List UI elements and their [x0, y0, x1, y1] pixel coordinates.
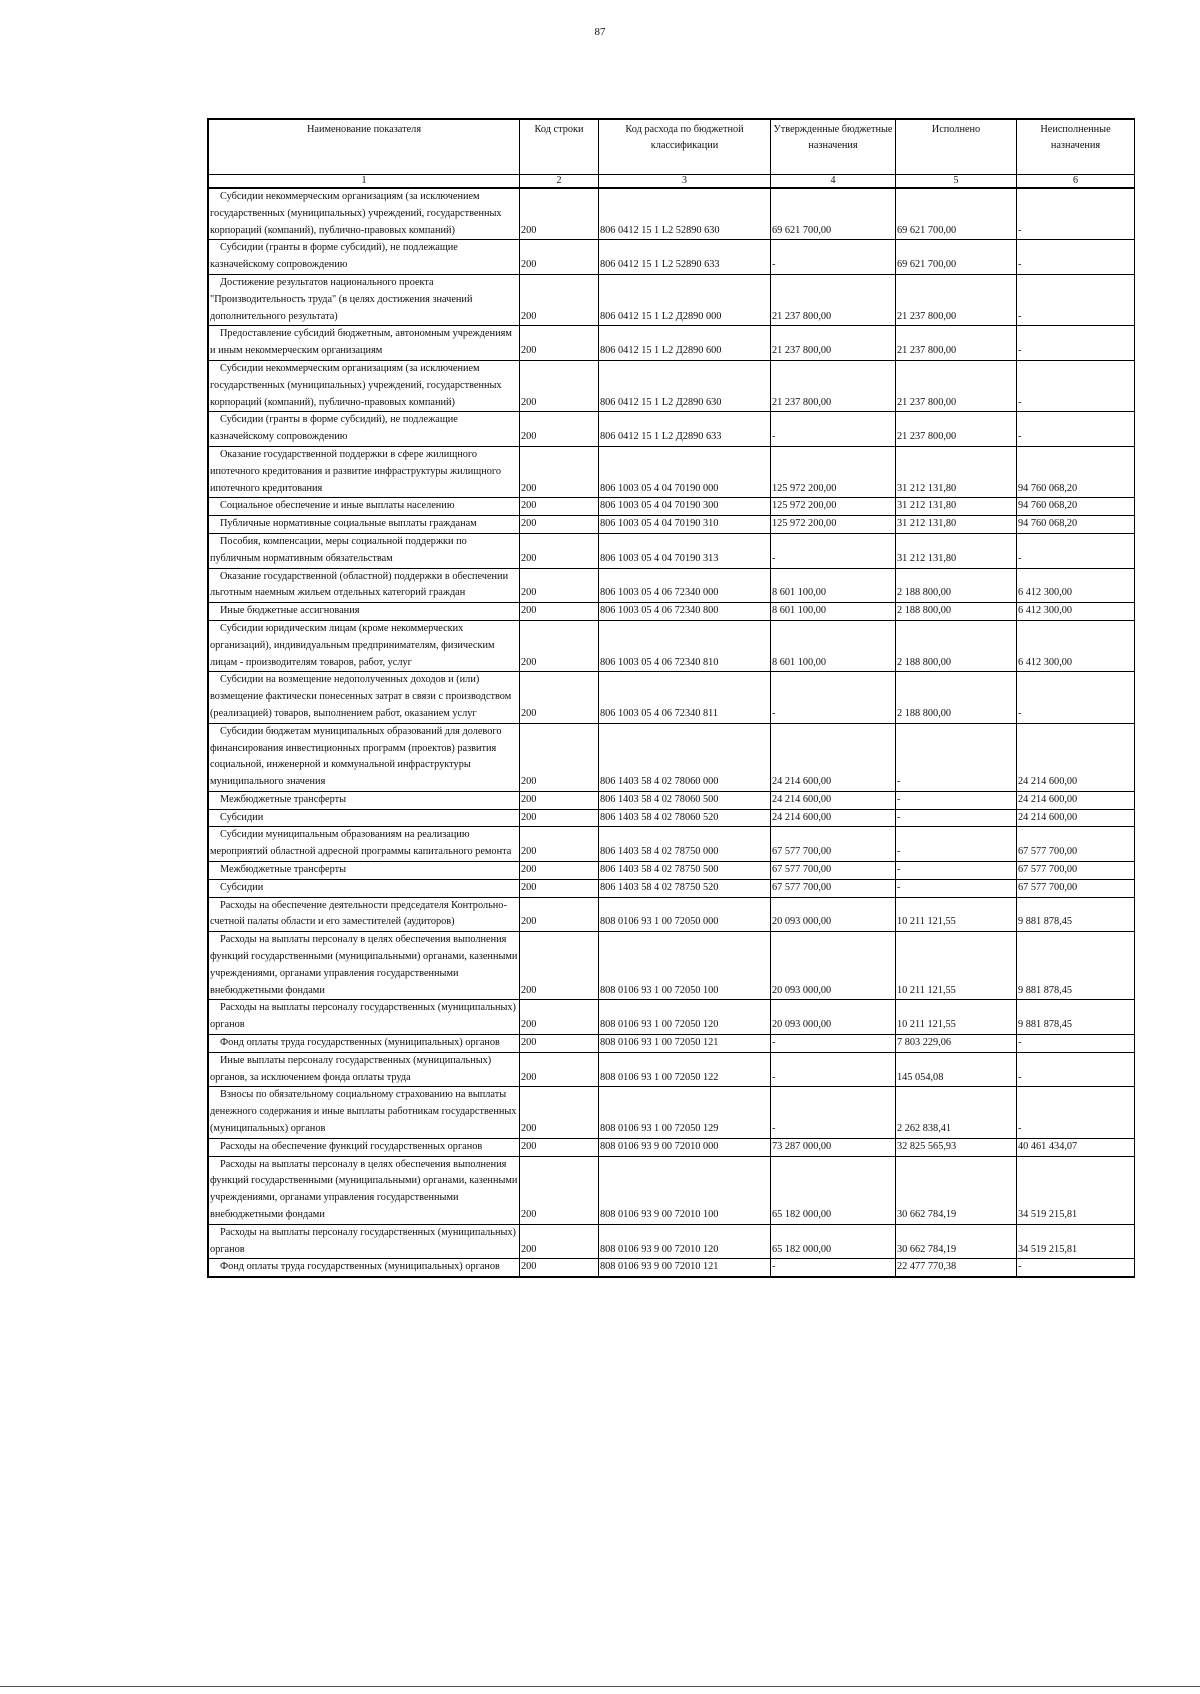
budget-execution-table [207, 118, 1135, 1278]
row-expense-code: 808 0106 93 9 00 72010 121 [599, 1259, 771, 1277]
table-row [209, 412, 1135, 447]
row-approved: 73 287 000,00 [771, 1138, 896, 1156]
table-row [209, 240, 1135, 275]
row-line-code: 200 [520, 672, 599, 723]
row-unexecuted: 6 412 300,00 [1017, 620, 1135, 671]
row-unexecuted: 67 577 700,00 [1017, 862, 1135, 880]
row-approved: - [771, 1087, 896, 1138]
row-unexecuted: - [1017, 240, 1135, 275]
row-executed: 2 188 800,00 [896, 603, 1017, 621]
row-expense-code: 806 0412 15 1 L2 Д2890 633 [599, 412, 771, 447]
row-name: Субсидии юридическим лицам (кроме некоммерческих организаций), индивидуальным предпринимателям, физическим лицам - производителям товаров, работ, услуг [209, 620, 520, 671]
row-line-code: 200 [520, 603, 599, 621]
header-indicator-name: Наименование показателя [209, 120, 520, 175]
row-line-code: 200 [520, 897, 599, 932]
row-approved: - [771, 240, 896, 275]
row-name: Расходы на выплаты персоналу государственных (муниципальных) органов [209, 1000, 520, 1035]
column-number: 6 [1017, 175, 1135, 189]
row-approved: - [771, 412, 896, 447]
row-executed: 69 621 700,00 [896, 240, 1017, 275]
row-executed: - [896, 879, 1017, 897]
row-expense-code: 808 0106 93 1 00 72050 129 [599, 1087, 771, 1138]
table-row [209, 274, 1135, 325]
row-executed: 2 188 800,00 [896, 672, 1017, 723]
row-approved: - [771, 1259, 896, 1277]
row-line-code: 200 [520, 1000, 599, 1035]
table-row [209, 1000, 1135, 1035]
row-expense-code: 808 0106 93 9 00 72010 000 [599, 1138, 771, 1156]
table-row [209, 1035, 1135, 1053]
row-expense-code: 808 0106 93 1 00 72050 100 [599, 932, 771, 1000]
row-name: Расходы на выплаты персоналу в целях обеспечения выполнения функций государственными (муниципальными) органами, казенными учреждениями, органами управления государственными внебюджетными фондами [209, 932, 520, 1000]
table-row [209, 326, 1135, 361]
row-executed: - [896, 791, 1017, 809]
row-executed: - [896, 809, 1017, 827]
row-unexecuted: 6 412 300,00 [1017, 568, 1135, 603]
row-approved: 125 972 200,00 [771, 516, 896, 534]
row-expense-code: 806 0412 15 1 L2 52890 630 [599, 188, 771, 240]
row-line-code: 200 [520, 533, 599, 568]
row-executed: 145 054,08 [896, 1052, 1017, 1087]
table-row [209, 879, 1135, 897]
row-name: Иные бюджетные ассигнования [209, 603, 520, 621]
row-executed: - [896, 862, 1017, 880]
row-approved: 69 621 700,00 [771, 188, 896, 240]
row-expense-code: 806 1003 05 4 06 72340 811 [599, 672, 771, 723]
row-expense-code: 808 0106 93 1 00 72050 121 [599, 1035, 771, 1053]
bottom-rule [0, 1686, 1200, 1687]
row-approved: 24 214 600,00 [771, 723, 896, 791]
row-name: Субсидии на возмещение недополученных доходов и (или) возмещение фактически понесенных затрат в связи с производством (реализацией) товаров, выполнением работ, оказанием услуг [209, 672, 520, 723]
row-unexecuted: 40 461 434,07 [1017, 1138, 1135, 1156]
row-expense-code: 806 0412 15 1 L2 Д2890 630 [599, 360, 771, 411]
row-approved: 8 601 100,00 [771, 620, 896, 671]
row-line-code: 200 [520, 1138, 599, 1156]
row-line-code: 200 [520, 1224, 599, 1259]
table-row [209, 1052, 1135, 1087]
row-approved: 20 093 000,00 [771, 1000, 896, 1035]
header-line-code: Код строки [520, 120, 599, 175]
row-name: Оказание государственной (областной) поддержки в обеспечении льготным наемным жильем отдельных категорий граждан [209, 568, 520, 603]
row-line-code: 200 [520, 879, 599, 897]
row-unexecuted: 34 519 215,81 [1017, 1224, 1135, 1259]
row-approved: 24 214 600,00 [771, 809, 896, 827]
table-row [209, 360, 1135, 411]
row-name: Расходы на выплаты персоналу в целях обеспечения выполнения функций государственными (муниципальными) органами, казенными учреждениями, органами управления государственными внебюджетными фондами [209, 1156, 520, 1224]
table-row [209, 723, 1135, 791]
row-unexecuted: 94 760 068,20 [1017, 516, 1135, 534]
row-line-code: 200 [520, 240, 599, 275]
row-name: Расходы на обеспечение деятельности председателя Контрольно-счетной палаты области и его заместителей (аудиторов) [209, 897, 520, 932]
row-line-code: 200 [520, 723, 599, 791]
row-expense-code: 806 1003 05 4 06 72340 800 [599, 603, 771, 621]
row-unexecuted: 24 214 600,00 [1017, 809, 1135, 827]
row-name: Расходы на обеспечение функций государственных органов [209, 1138, 520, 1156]
table-row [209, 1138, 1135, 1156]
table-body [209, 188, 1135, 1277]
row-executed: 10 211 121,55 [896, 897, 1017, 932]
row-executed: 21 237 800,00 [896, 360, 1017, 411]
row-line-code: 200 [520, 326, 599, 361]
row-expense-code: 806 1403 58 4 02 78750 520 [599, 879, 771, 897]
row-executed: 31 212 131,80 [896, 498, 1017, 516]
row-line-code: 200 [520, 1156, 599, 1224]
row-unexecuted: - [1017, 1259, 1135, 1277]
column-number: 5 [896, 175, 1017, 189]
row-name: Фонд оплаты труда государственных (муниципальных) органов [209, 1035, 520, 1053]
row-executed: 31 212 131,80 [896, 516, 1017, 534]
row-unexecuted: 67 577 700,00 [1017, 827, 1135, 862]
row-name: Субсидии бюджетам муниципальных образований для долевого финансирования инвестиционных программ (проектов) развития социальной, инженерной и коммунальной инфраструктуры муниципального значения [209, 723, 520, 791]
row-approved: - [771, 533, 896, 568]
row-line-code: 200 [520, 516, 599, 534]
column-number: 2 [520, 175, 599, 189]
table-row [209, 897, 1135, 932]
row-unexecuted: - [1017, 1052, 1135, 1087]
header-row [209, 120, 1135, 175]
row-unexecuted: 94 760 068,20 [1017, 498, 1135, 516]
row-name: Субсидии [209, 809, 520, 827]
row-expense-code: 806 0412 15 1 L2 52890 633 [599, 240, 771, 275]
row-expense-code: 808 0106 93 9 00 72010 120 [599, 1224, 771, 1259]
table-row [209, 862, 1135, 880]
row-executed: 10 211 121,55 [896, 1000, 1017, 1035]
row-line-code: 200 [520, 498, 599, 516]
column-number-row [209, 175, 1135, 189]
table-row [209, 791, 1135, 809]
row-expense-code: 806 1403 58 4 02 78060 000 [599, 723, 771, 791]
row-line-code: 200 [520, 932, 599, 1000]
row-unexecuted: - [1017, 533, 1135, 568]
row-unexecuted: 94 760 068,20 [1017, 446, 1135, 497]
row-executed: 2 188 800,00 [896, 620, 1017, 671]
row-name: Достижение результатов национального проекта "Производительность труда" (в целях достижения значений дополнительного результата) [209, 274, 520, 325]
row-line-code: 200 [520, 1259, 599, 1277]
row-line-code: 200 [520, 568, 599, 603]
header-unexecuted: Неисполненные назначения [1017, 120, 1135, 175]
row-approved: 21 237 800,00 [771, 274, 896, 325]
row-line-code: 200 [520, 274, 599, 325]
row-executed: 31 212 131,80 [896, 446, 1017, 497]
row-approved: 67 577 700,00 [771, 827, 896, 862]
row-executed: 2 262 838,41 [896, 1087, 1017, 1138]
table-row [209, 568, 1135, 603]
table-row [209, 1156, 1135, 1224]
page-number: 87 [594, 26, 606, 38]
row-unexecuted: - [1017, 1087, 1135, 1138]
row-line-code: 200 [520, 809, 599, 827]
row-line-code: 200 [520, 862, 599, 880]
row-expense-code: 808 0106 93 1 00 72050 000 [599, 897, 771, 932]
row-expense-code: 806 0412 15 1 L2 Д2890 000 [599, 274, 771, 325]
row-line-code: 200 [520, 1052, 599, 1087]
row-line-code: 200 [520, 1087, 599, 1138]
row-approved: 21 237 800,00 [771, 326, 896, 361]
row-line-code: 200 [520, 620, 599, 671]
row-name: Субсидии муниципальным образованиям на реализацию мероприятий областной адресной программы капитального ремонта [209, 827, 520, 862]
row-name: Субсидии некоммерческим организациям (за исключением государственных (муниципальных) учреждений, государственных корпораций (компаний), публично-правовых компаний) [209, 360, 520, 411]
row-expense-code: 806 1003 05 4 04 70190 313 [599, 533, 771, 568]
row-unexecuted: 24 214 600,00 [1017, 723, 1135, 791]
column-number: 4 [771, 175, 896, 189]
row-line-code: 200 [520, 446, 599, 497]
table-row [209, 620, 1135, 671]
table-row [209, 603, 1135, 621]
row-unexecuted: 9 881 878,45 [1017, 932, 1135, 1000]
row-approved: 67 577 700,00 [771, 862, 896, 880]
row-unexecuted: 67 577 700,00 [1017, 879, 1135, 897]
row-name: Иные выплаты персоналу государственных (муниципальных) органов, за исключением фонда оплаты труда [209, 1052, 520, 1087]
row-name: Фонд оплаты труда государственных (муниципальных) органов [209, 1259, 520, 1277]
row-executed: 21 237 800,00 [896, 326, 1017, 361]
row-expense-code: 808 0106 93 9 00 72010 100 [599, 1156, 771, 1224]
row-name: Субсидии (гранты в форме субсидий), не подлежащие казначейскому сопровождению [209, 240, 520, 275]
header-executed: Исполнено [896, 120, 1017, 175]
row-expense-code: 806 1403 58 4 02 78750 000 [599, 827, 771, 862]
row-unexecuted: - [1017, 412, 1135, 447]
row-executed: 2 188 800,00 [896, 568, 1017, 603]
row-name: Межбюджетные трансферты [209, 862, 520, 880]
row-unexecuted: 6 412 300,00 [1017, 603, 1135, 621]
row-expense-code: 806 1403 58 4 02 78750 500 [599, 862, 771, 880]
row-expense-code: 806 1003 05 4 06 72340 810 [599, 620, 771, 671]
row-executed: 31 212 131,80 [896, 533, 1017, 568]
row-executed: 30 662 784,19 [896, 1156, 1017, 1224]
row-line-code: 200 [520, 827, 599, 862]
row-name: Субсидии некоммерческим организациям (за исключением государственных (муниципальных) учреждений, государственных корпораций (компаний), публично-правовых компаний) [209, 188, 520, 240]
row-executed: 69 621 700,00 [896, 188, 1017, 240]
table-row [209, 1224, 1135, 1259]
row-line-code: 200 [520, 791, 599, 809]
table-row [209, 672, 1135, 723]
header-expense-code: Код расхода по бюджетной классификации [599, 120, 771, 175]
column-number: 3 [599, 175, 771, 189]
row-expense-code: 808 0106 93 1 00 72050 120 [599, 1000, 771, 1035]
row-unexecuted: 24 214 600,00 [1017, 791, 1135, 809]
table-row [209, 932, 1135, 1000]
row-approved: 20 093 000,00 [771, 897, 896, 932]
row-unexecuted: - [1017, 360, 1135, 411]
row-name: Пособия, компенсации, меры социальной поддержки по публичным нормативным обязательствам [209, 533, 520, 568]
row-unexecuted: 34 519 215,81 [1017, 1156, 1135, 1224]
row-executed: - [896, 723, 1017, 791]
row-approved: - [771, 1035, 896, 1053]
table-row [209, 188, 1135, 240]
row-executed: 21 237 800,00 [896, 274, 1017, 325]
row-expense-code: 806 1003 05 4 04 70190 310 [599, 516, 771, 534]
row-executed: 32 825 565,93 [896, 1138, 1017, 1156]
row-name: Оказание государственной поддержки в сфере жилищного ипотечного кредитования и развитие инфраструктуры жилищного ипотечного кредитования [209, 446, 520, 497]
row-approved: - [771, 672, 896, 723]
row-approved: 65 182 000,00 [771, 1156, 896, 1224]
row-executed: 30 662 784,19 [896, 1224, 1017, 1259]
table-row [209, 1087, 1135, 1138]
row-name: Субсидии [209, 879, 520, 897]
row-line-code: 200 [520, 188, 599, 240]
row-line-code: 200 [520, 360, 599, 411]
table-row [209, 516, 1135, 534]
row-name: Расходы на выплаты персоналу государственных (муниципальных) органов [209, 1224, 520, 1259]
row-name: Предоставление субсидий бюджетным, автономным учреждениям и иным некоммерческим организациям [209, 326, 520, 361]
row-approved: 21 237 800,00 [771, 360, 896, 411]
header-approved: Утвержденные бюджетные назначения [771, 120, 896, 175]
row-approved: 125 972 200,00 [771, 446, 896, 497]
row-expense-code: 806 1003 05 4 06 72340 000 [599, 568, 771, 603]
row-executed: 21 237 800,00 [896, 412, 1017, 447]
table-row [209, 827, 1135, 862]
row-approved: 24 214 600,00 [771, 791, 896, 809]
row-executed: - [896, 827, 1017, 862]
table-row [209, 809, 1135, 827]
table-row [209, 498, 1135, 516]
row-name: Взносы по обязательному социальному страхованию на выплаты денежного содержания и иные выплаты работникам государственных (муниципальных) органов [209, 1087, 520, 1138]
row-approved: 125 972 200,00 [771, 498, 896, 516]
row-name: Межбюджетные трансферты [209, 791, 520, 809]
row-line-code: 200 [520, 1035, 599, 1053]
row-unexecuted: - [1017, 1035, 1135, 1053]
row-approved: 8 601 100,00 [771, 603, 896, 621]
row-unexecuted: - [1017, 188, 1135, 240]
row-line-code: 200 [520, 412, 599, 447]
table-row [209, 533, 1135, 568]
table-row [209, 1259, 1135, 1277]
row-approved: 20 093 000,00 [771, 932, 896, 1000]
row-unexecuted: - [1017, 326, 1135, 361]
row-approved: 67 577 700,00 [771, 879, 896, 897]
row-approved: 65 182 000,00 [771, 1224, 896, 1259]
row-approved: 8 601 100,00 [771, 568, 896, 603]
row-unexecuted: 9 881 878,45 [1017, 897, 1135, 932]
row-unexecuted: - [1017, 274, 1135, 325]
row-expense-code: 806 1403 58 4 02 78060 520 [599, 809, 771, 827]
row-expense-code: 806 0412 15 1 L2 Д2890 600 [599, 326, 771, 361]
column-number: 1 [209, 175, 520, 189]
row-unexecuted: - [1017, 672, 1135, 723]
row-approved: - [771, 1052, 896, 1087]
row-expense-code: 806 1003 05 4 04 70190 300 [599, 498, 771, 516]
row-name: Субсидии (гранты в форме субсидий), не подлежащие казначейскому сопровождению [209, 412, 520, 447]
row-expense-code: 806 1403 58 4 02 78060 500 [599, 791, 771, 809]
row-expense-code: 806 1003 05 4 04 70190 000 [599, 446, 771, 497]
table-row [209, 446, 1135, 497]
row-name: Публичные нормативные социальные выплаты гражданам [209, 516, 520, 534]
row-executed: 22 477 770,38 [896, 1259, 1017, 1277]
row-unexecuted: 9 881 878,45 [1017, 1000, 1135, 1035]
row-name: Социальное обеспечение и иные выплаты населению [209, 498, 520, 516]
row-executed: 7 803 229,06 [896, 1035, 1017, 1053]
row-executed: 10 211 121,55 [896, 932, 1017, 1000]
row-expense-code: 808 0106 93 1 00 72050 122 [599, 1052, 771, 1087]
